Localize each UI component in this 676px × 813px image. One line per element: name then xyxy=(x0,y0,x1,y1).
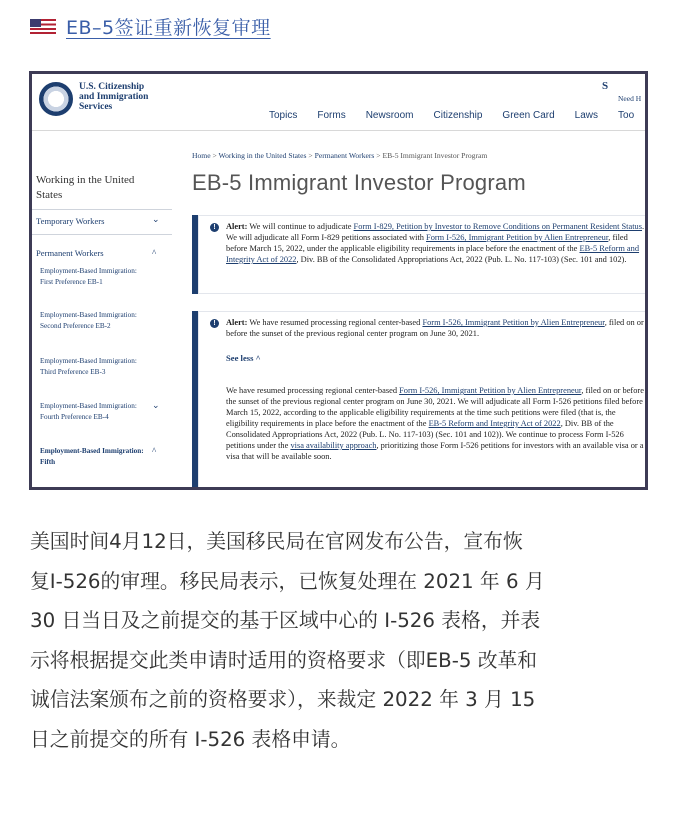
sidebar-item-eb2[interactable]: Employment-Based Immigration: Second Preference EB-2 xyxy=(40,311,137,330)
nav-citizenship[interactable]: Citizenship xyxy=(433,110,483,121)
agency-name: U.S. Citizenship and Immigration Services xyxy=(79,82,149,112)
us-flag-icon xyxy=(30,19,56,34)
side-divider xyxy=(32,209,172,210)
info-icon: ! xyxy=(210,223,219,232)
paragraph-line: 美国时间4月12日，美国移民局在官网发布公告，宣布恢 xyxy=(30,530,523,553)
see-less-toggle[interactable]: See less ^ xyxy=(226,353,261,363)
sidebar-item-eb3[interactable]: Employment-Based Immigration: Third Preference EB-3 xyxy=(40,357,137,376)
alert-box-i829 xyxy=(192,215,648,294)
nav-green-card[interactable]: Green Card xyxy=(502,110,555,121)
nav-divider xyxy=(32,130,645,131)
paragraph-line: 诚信法案颁布之前的资格要求），来裁定 2022 年 3 月 15 xyxy=(30,688,536,712)
paragraph-line: 30 日当日及之前提交的基于区域中心的 I-526 表格，并表 xyxy=(30,609,541,633)
breadcrumb-home[interactable]: Home xyxy=(192,151,211,160)
article-title xyxy=(30,12,271,40)
nav-forms[interactable]: Forms xyxy=(317,110,346,121)
sidebar-item-eb4[interactable]: Employment-Based Immigration: Fourth Preference EB-4 xyxy=(40,402,137,421)
breadcrumb: Home > Working in the United States > Permanent Workers > EB-5 Immigrant Investor Program xyxy=(192,151,488,160)
breadcrumb-working-in-us[interactable]: Working in the United States xyxy=(218,151,307,160)
form-i526-link[interactable]: Form I-526, Immigrant Petition by Alien Entrepreneur xyxy=(422,318,605,327)
nav-topics[interactable]: Topics xyxy=(269,110,298,121)
alert-text: Alert: We will continue to adjudicate Form I-829, Petition by Investor to Remove Conditions on Permanent Resident Status. We will adjudicate all Form I-829 petitions associated with Form I-526, Immigrant Petition by Alien Entrepreneur, filed before March 15, 2022, under the applicable eligibility requirements in place before the enactment of the EB-5 Reform and Integrity Act of 2022, Div. BB of the Consolidated Appropriations Act, 2022 (Pub. L. No. 117-103) (Sec. 101 and 102). xyxy=(226,222,645,264)
side-nav-title: Working in the United States xyxy=(36,174,135,201)
paragraph-line: 日之前提交的所有 I-526 表格申请。 xyxy=(30,727,351,751)
page-title: EB-5 Immigrant Investor Program xyxy=(192,170,526,195)
uscis-screenshot xyxy=(29,71,648,490)
main-nav xyxy=(269,110,648,121)
info-icon: ! xyxy=(210,319,219,328)
alert-box-i526 xyxy=(192,311,648,490)
article-title-link[interactable]: EB–5签证重新恢复审理 xyxy=(66,16,271,39)
chevron-down-icon[interactable]: ⌄ xyxy=(152,400,160,410)
chevron-up-icon[interactable]: ^ xyxy=(152,446,157,456)
article-body xyxy=(30,522,650,760)
nav-tools[interactable]: Too xyxy=(618,110,635,121)
breadcrumb-permanent-workers[interactable]: Permanent Workers xyxy=(314,151,375,160)
form-i526-link[interactable]: Form I-526, Immigrant Petition by Alien Entrepreneur xyxy=(426,233,609,242)
sidebar-item-permanent-workers[interactable]: Permanent Workers xyxy=(36,248,104,258)
uscis-logo[interactable] xyxy=(39,82,174,116)
side-divider xyxy=(32,234,172,235)
alert-detail-text: We have resumed processing regional center-based Form I-526, Immigrant Petition by Alien Entrepreneur, filed on or before the sunset of the previous regional center program on June 30, 2021. We will adjudicate all Form I-526 petitions filed before March 15, 2022, according to the applicable eligibility requirements at the time such petitions were filed (that is, the eligibility requirements in place before the enactment of the EB-5 Reform and Integrity Act of 2022, Div. BB of the Consolidated Appropriations Act, 2022 (Pub. L. No. 117-103) (Sec. 101 and 102)). We continue to process Form I-526 petitions under the visa availability approach, prioritizing those Form I-526 petitions for investors with an available visa or a visa that will be available soon. xyxy=(226,386,644,461)
paragraph-line: 示将根据提交此类申请时适用的资格要求（即EB-5 改革和 xyxy=(30,648,538,672)
paragraph-line: 复I-526的审理。移民局表示，已恢复处理在 2021 年 6 月 xyxy=(30,569,545,593)
alert-text: Alert: We have resumed processing regional center-based Form I-526, Immigrant Petition by Alien Entrepreneur, filed on or before the sunset of the previous regional center program on June 30, 2021. xyxy=(226,318,644,338)
breadcrumb-current: EB-5 Immigrant Investor Program xyxy=(382,151,488,160)
language-toggle[interactable]: S xyxy=(602,80,609,92)
chevron-up-icon[interactable]: ^ xyxy=(152,248,157,258)
sidebar-item-eb5[interactable]: Employment-Based Immigration: Fifth xyxy=(40,447,144,466)
chevron-up-icon: ^ xyxy=(255,353,261,363)
eb5-reform-act-link[interactable]: EB-5 Reform and Integrity Act of 2022 xyxy=(226,244,640,264)
sidebar-item-eb1[interactable]: Employment-Based Immigration: First Preference EB-1 xyxy=(40,267,137,286)
eb5-reform-act-link[interactable]: EB-5 Reform and Integrity Act of 2022 xyxy=(428,419,561,428)
need-help-link[interactable]: Need H xyxy=(618,94,642,103)
chevron-down-icon[interactable]: ⌄ xyxy=(152,214,160,224)
form-i829-link[interactable]: Form I-829, Petition by Investor to Remove Conditions on Permanent Resident Status xyxy=(353,222,642,231)
form-i526-link[interactable]: Form I-526, Immigrant Petition by Alien Entrepreneur xyxy=(399,386,582,395)
nav-laws[interactable]: Laws xyxy=(574,110,599,121)
sidebar-item-temporary-workers[interactable]: Temporary Workers xyxy=(36,216,105,226)
nav-newsroom[interactable]: Newsroom xyxy=(365,110,414,121)
visa-availability-link[interactable]: visa availability approach xyxy=(290,441,377,450)
dhs-seal-icon xyxy=(39,82,73,116)
